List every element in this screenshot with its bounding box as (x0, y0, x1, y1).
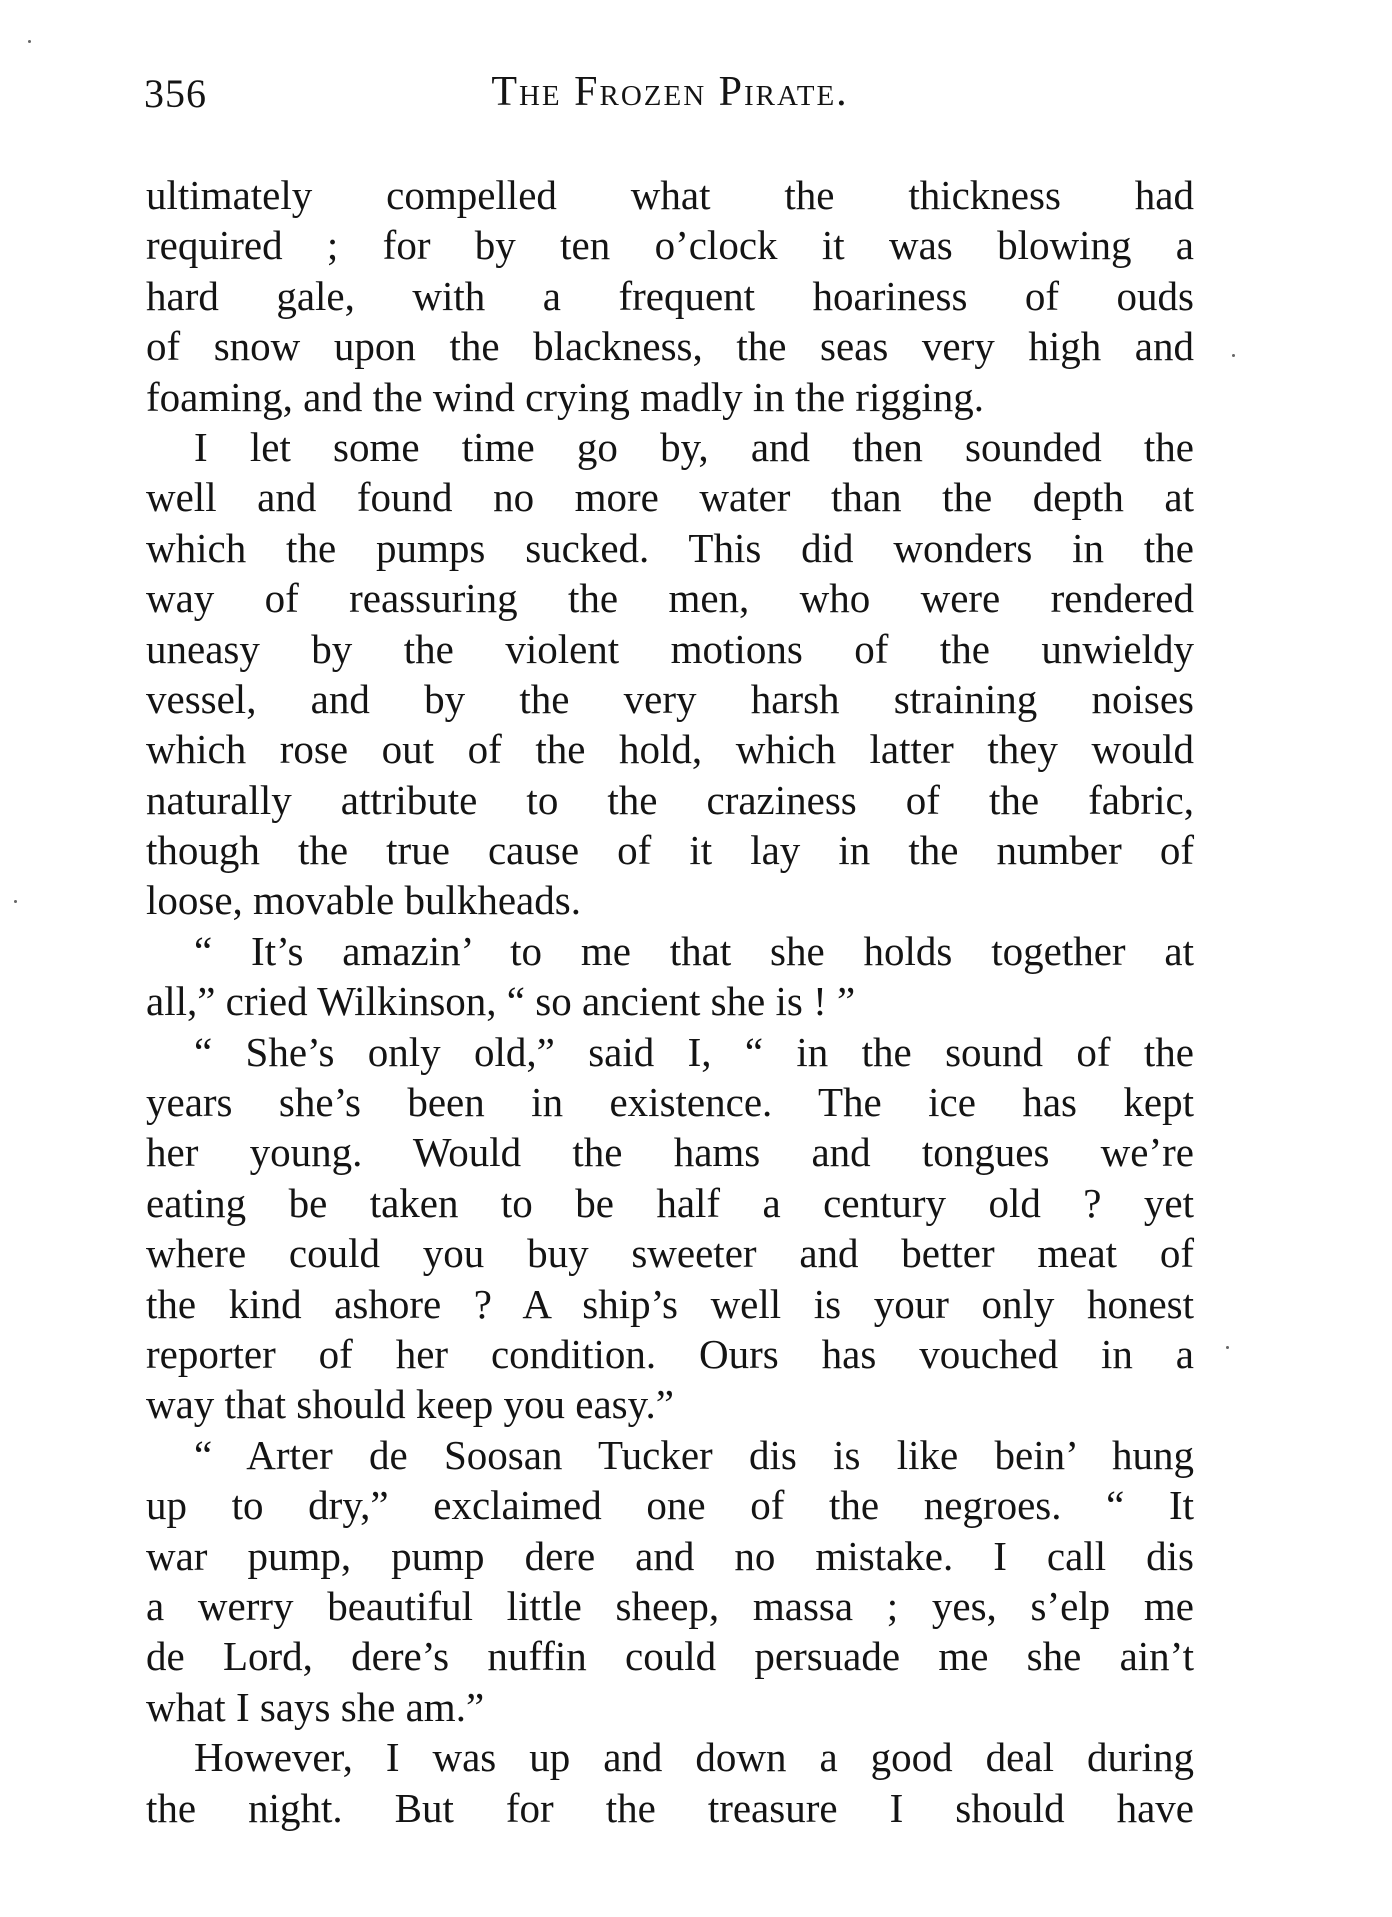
text-line: vessel, and by the very harsh straining noises (146, 675, 1194, 722)
text-line: way that should keep you easy.” (146, 1381, 674, 1428)
text-line: However, I was up and down a good deal during (194, 1734, 1194, 1781)
text-line: “ Arter de Soosan Tucker dis is like bein’ hung (194, 1431, 1194, 1478)
body-text (146, 170, 1194, 1833)
page-number: 356 (144, 71, 207, 116)
text-line: way of reassuring the men, who were rendered (146, 575, 1194, 622)
text-line: though the true cause of it lay in the number of (146, 827, 1194, 874)
text-line: hard gale, with a frequent hoariness of ouds (146, 272, 1194, 319)
scan-speck (28, 40, 31, 43)
text-line: loose, movable bulkheads. (146, 877, 581, 924)
page-header (140, 62, 1200, 122)
text-line: which the pumps sucked. This did wonders in the (146, 524, 1194, 571)
text-line: de Lord, dere’s nuffin could persuade me she ain’t (146, 1633, 1194, 1680)
text-line: where could you buy sweeter and better meat of (146, 1230, 1194, 1277)
text-line: uneasy by the violent motions of the unwieldy (146, 625, 1194, 672)
scan-speck (14, 900, 17, 903)
text-line: all,” cried Wilkinson, “ so ancient she is ! ” (146, 978, 856, 1025)
text-line: a werry beautiful little sheep, massa ; yes, s’elp me (146, 1582, 1194, 1629)
text-line: of snow upon the blackness, the seas very high and (146, 323, 1194, 370)
text-line: her young. Would the hams and tongues we’re (146, 1129, 1194, 1176)
text-line: well and found no more water than the depth at (146, 474, 1194, 521)
running-title: The Frozen Pirate. (491, 69, 849, 115)
text-line: foaming, and the wind crying madly in the rigging. (146, 373, 985, 420)
text-line: up to dry,” exclaimed one of the negroes. “ It (146, 1482, 1194, 1529)
text-line: I let some time go by, and then sounded the (194, 423, 1194, 470)
text-line: required ; for by ten o’clock it was blowing a (146, 222, 1194, 269)
scan-speck (1232, 354, 1235, 357)
text-line: years she’s been in existence. The ice has kept (146, 1079, 1194, 1126)
text-line: the kind ashore ? A ship’s well is your only honest (146, 1280, 1194, 1327)
text-line: eating be taken to be half a century old ? yet (146, 1179, 1194, 1226)
text-line: naturally attribute to the craziness of the fabric, (146, 776, 1194, 823)
text-line: “ She’s only old,” said I, “ in the sound of the (194, 1028, 1194, 1075)
text-line: what I says she am.” (146, 1683, 485, 1730)
text-line: reporter of her condition. Ours has vouched in a (146, 1330, 1194, 1377)
text-line: war pump, pump dere and no mistake. I call dis (146, 1532, 1194, 1579)
scan-speck (1226, 1346, 1229, 1349)
text-line: the night. But for the treasure I should have (146, 1784, 1194, 1831)
text-line: which rose out of the hold, which latter they would (146, 726, 1194, 773)
text-line: “ It’s amazin’ to me that she holds together at (194, 927, 1194, 974)
text-line: ultimately compelled what the thickness had (146, 172, 1194, 218)
